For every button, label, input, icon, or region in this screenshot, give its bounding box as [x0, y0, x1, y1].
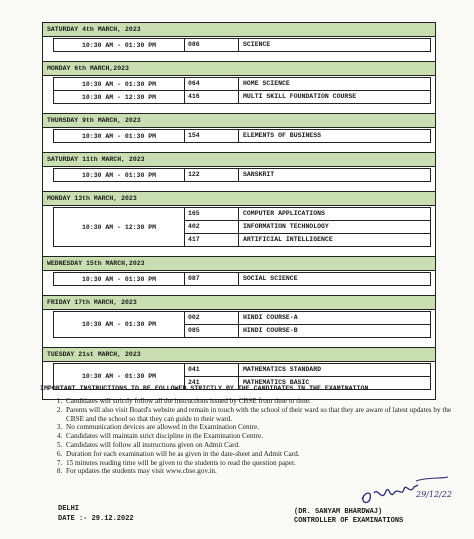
day-block	[43, 37, 435, 62]
paper-row	[185, 312, 430, 325]
exam-time: 10:30 AM - 01:30 PM	[54, 364, 185, 389]
day-block	[43, 76, 435, 114]
instruction-item: 7. 15 minutes reading time will be given to the students to read the question paper.	[64, 459, 460, 468]
subject-name: COMPUTER APPLICATIONS	[243, 210, 325, 217]
subject-name: INFORMATION TECHNOLOGY	[243, 223, 329, 230]
subject-code: 241	[185, 377, 239, 389]
subject-name: SANSKRIT	[243, 171, 275, 178]
day-block	[43, 206, 435, 257]
instructions-list	[40, 397, 460, 476]
subject-code: 041	[185, 364, 239, 376]
day-header: TUESDAY 21st MARCH, 2023	[43, 348, 435, 362]
exam-time: 10:30 AM - 12:30 PM	[54, 208, 185, 246]
subject-code: 402	[185, 221, 239, 233]
subject-code: 087	[185, 273, 239, 285]
instruction-item: 4. Candidates will maintain strict discipline in the Examination Centre.	[64, 432, 460, 441]
day-header: SATURDAY 11th MARCH, 2023	[43, 153, 435, 167]
instruction-item: 8. For updates the students may visit www.cbse.gov.in.	[64, 467, 460, 476]
subject-name: MATHEMATICS BASIC	[243, 379, 310, 386]
instruction-item: 5. Candidates will follow all instructions given on Admit Card.	[64, 441, 460, 450]
subject-name: MATHEMATICS STANDARD	[243, 366, 322, 373]
signature-date: 29/12/22	[416, 490, 452, 499]
instruction-item: 2. Parents will also visit Board's website and remain in touch with the school of their ward so that they are aware of latest updates by the CBSE and the school so that they can guide to their ward.	[64, 406, 460, 424]
paper-row	[185, 130, 430, 142]
day-header: SATURDAY 4th MARCH, 2023	[43, 23, 435, 37]
subject-code: 154	[185, 130, 239, 142]
session-grid	[53, 129, 431, 143]
paper-row	[185, 234, 430, 246]
subject-code: 064	[185, 78, 239, 90]
subject-code: 165	[185, 208, 239, 220]
instructions-section	[40, 385, 460, 476]
subject-code: 085	[185, 325, 239, 337]
subject-name: HINDI COURSE-A	[243, 314, 298, 321]
subject-name: ELEMENTS OF BUSINESS	[243, 132, 322, 139]
paper-row	[185, 39, 430, 51]
day-block	[43, 167, 435, 192]
place: DELHI	[58, 505, 80, 513]
day-block	[43, 128, 435, 153]
subject-code: 416	[185, 91, 239, 103]
paper-row	[185, 208, 430, 221]
exam-time: 10:30 AM - 01:30 PM	[54, 39, 185, 51]
subject-name: HOME SCIENCE	[243, 80, 290, 87]
subject-code: 417	[185, 234, 239, 246]
instruction-item: 3. No communication devices are allowed in the Examination Centre.	[64, 423, 460, 432]
exam-time: 10:30 AM - 01:30 PM	[54, 273, 185, 285]
subject-code: 086	[185, 39, 239, 51]
day-header: THURSDAY 9th MARCH, 2023	[43, 114, 435, 128]
handwritten-signature	[356, 473, 456, 507]
footer-left	[58, 504, 134, 524]
instructions-heading: IMPORTANT INSTRUCTIONS TO BE FOLLOWED STRICTLY BY THE CANDIDATES IN THE EXAMINATION	[40, 385, 369, 392]
subject-name: SCIENCE	[243, 41, 271, 48]
subject-name: ARTIFICIAL INTELLIGENCE	[243, 236, 333, 243]
exam-time: 10:30 AM - 01:30 PM	[54, 78, 185, 90]
paper-row	[185, 91, 430, 103]
exam-time: 10:30 AM - 01:30 PM	[54, 169, 185, 181]
subject-name: SOCIAL SCIENCE	[243, 275, 298, 282]
session-grid	[53, 272, 431, 286]
session-grid	[53, 77, 431, 104]
paper-row	[185, 364, 430, 377]
exam-schedule-table	[42, 22, 436, 400]
issue-date: DATE :- 29.12.2022	[58, 515, 134, 523]
subject-code: 002	[185, 312, 239, 324]
paper-row	[185, 78, 430, 90]
paper-row	[185, 273, 430, 285]
signatory-designation: CONTROLLER OF EXAMINATIONS	[294, 517, 404, 525]
exam-time: 10:30 AM - 12:30 PM	[54, 91, 185, 103]
exam-time: 10:30 AM - 01:30 PM	[54, 312, 185, 337]
subject-name: HINDI COURSE-B	[243, 327, 298, 334]
day-header: MONDAY 13th MARCH, 2023	[43, 192, 435, 206]
subject-name: MULTI SKILL FOUNDATION COURSE	[243, 93, 357, 100]
session-grid	[53, 168, 431, 182]
exam-time: 10:30 AM - 01:30 PM	[54, 130, 185, 142]
footer-right	[294, 508, 403, 526]
session-grid	[53, 311, 431, 338]
day-block	[43, 271, 435, 296]
day-header: FRIDAY 17th MARCH, 2023	[43, 296, 435, 310]
instruction-item: 1. Candidates will strictly follow all the instructions issued by CBSE from time to time.	[64, 397, 460, 406]
paper-row	[185, 169, 430, 181]
day-header: WEDNESDAY 15th MARCH,2023	[43, 257, 435, 271]
instruction-item: 6. Duration for each examination will be as given in the date-sheet and Admit Card.	[64, 450, 460, 459]
paper-row	[185, 325, 430, 337]
day-header: MONDAY 6th MARCH,2023	[43, 62, 435, 76]
session-grid	[53, 207, 431, 247]
subject-code: 122	[185, 169, 239, 181]
day-block	[43, 310, 435, 348]
paper-row	[185, 221, 430, 234]
session-grid	[53, 38, 431, 52]
signatory-name: (DR. SANYAM BHARDWAJ)	[294, 508, 383, 516]
